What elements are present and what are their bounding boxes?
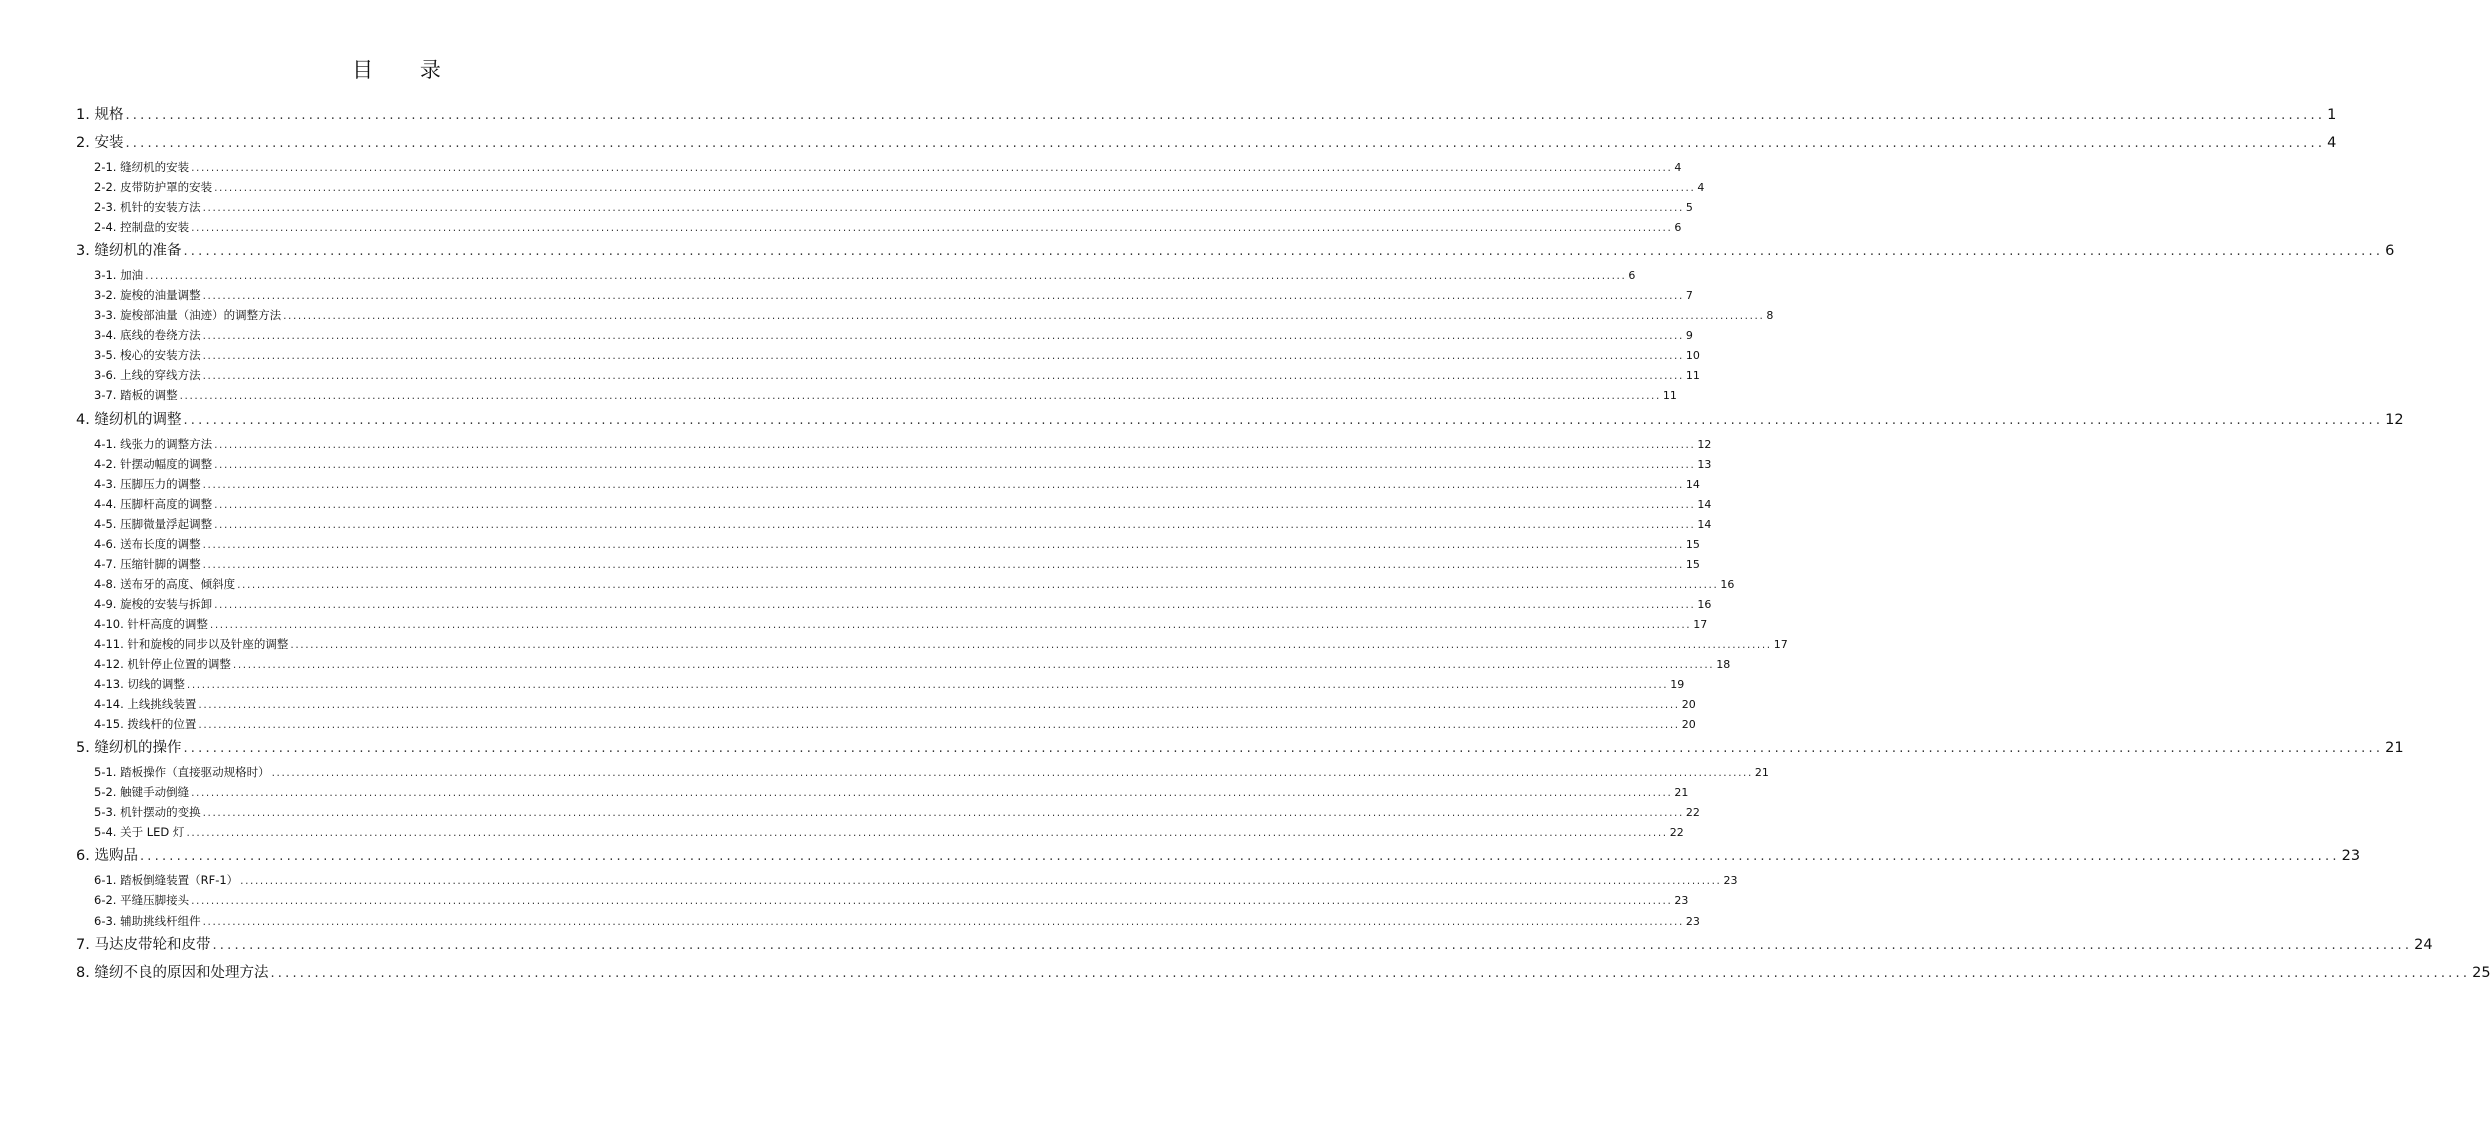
toc-leader-dots: ............................................................................................................................................................................................................................................................................................................	[240, 875, 1722, 888]
toc-entry-label: 3-4. 底线的卷绕方法	[94, 328, 201, 343]
toc-entry-label: 5-4. 关于 LED 灯	[94, 825, 185, 840]
toc-section-entry[interactable]	[94, 614, 1708, 634]
toc-page-number: 17	[1693, 617, 1708, 631]
table-of-contents	[0, 101, 2491, 987]
toc-page-number: 12	[1697, 437, 1712, 451]
toc-leader-dots: ............................................................................................................................................................................................................................................................................................................	[232, 659, 1715, 672]
toc-page-number: 24	[2414, 936, 2433, 953]
toc-section-entry[interactable]	[94, 494, 1712, 514]
toc-entry-label: 3-6. 上线的穿线方法	[94, 368, 201, 383]
toc-leader-dots: ............................................................................................................................................................................................................................................................................................................	[191, 222, 1673, 235]
toc-page-number: 13	[1697, 457, 1712, 471]
toc-entry-label: 3-1. 加油	[94, 268, 144, 283]
toc-chapter-entry[interactable]	[76, 842, 2361, 870]
toc-chapter-entry[interactable]	[76, 101, 2337, 129]
toc-page-number: 7	[1685, 289, 1693, 303]
toc-section-entry[interactable]	[94, 534, 1700, 554]
toc-leader-dots: ............................................................................................................................................................................................................................................................................................................	[202, 330, 1684, 343]
toc-leader-dots: ............................................................................................................................................................................................................................................................................................................	[202, 558, 1684, 571]
toc-entry-label: 5-3. 机针摆动的变换	[94, 805, 201, 820]
toc-page-number: 15	[1685, 537, 1700, 551]
toc-page-number: 16	[1720, 577, 1735, 591]
toc-section-entry[interactable]	[94, 694, 1696, 714]
page-title: 目 录	[352, 58, 461, 82]
toc-entry-label: 2-3. 机针的安装方法	[94, 200, 201, 215]
toc-leader-dots: ............................................................................................................................................................................................................................................................................................................	[202, 290, 1684, 303]
toc-entry-label: 5-1. 踏板操作（直接驱动规格时）	[94, 765, 270, 780]
toc-leader-dots: ............................................................................................................................................................................................................................................................................................................	[183, 244, 2384, 260]
toc-section-entry[interactable]	[94, 714, 1696, 734]
toc-entry-label: 4-3. 压脚压力的调整	[94, 476, 201, 491]
toc-leader-dots: ............................................................................................................................................................................................................................................................................................................	[212, 937, 2413, 953]
toc-leader-dots: ............................................................................................................................................................................................................................................................................................................	[202, 202, 1684, 215]
toc-page-number: 23	[1685, 914, 1700, 928]
toc-leader-dots: ............................................................................................................................................................................................................................................................................................................	[198, 719, 1680, 732]
toc-page-number: 1	[2327, 107, 2337, 123]
toc-page-number: 21	[1754, 766, 1769, 780]
toc-page-number: 6	[1674, 221, 1682, 235]
toc-chapter-entry[interactable]	[76, 959, 2491, 987]
toc-leader-dots: ............................................................................................................................................................................................................................................................................................................	[139, 849, 2340, 865]
toc-page-number: 21	[1674, 786, 1689, 800]
toc-entry-label: 3-5. 梭心的安装方法	[94, 348, 201, 363]
toc-entry-label: 2-2. 皮带防护罩的安装	[94, 180, 213, 195]
toc-entry-label: 2-4. 控制盘的安装	[94, 220, 190, 235]
toc-section-entry[interactable]	[94, 514, 1712, 534]
toc-entry-label: 6-2. 平缝压脚接头	[94, 893, 190, 908]
toc-leader-dots: ............................................................................................................................................................................................................................................................................................................	[202, 350, 1684, 363]
toc-page-number: 25	[2472, 964, 2491, 981]
toc-leader-dots: ............................................................................................................................................................................................................................................................................................................	[283, 310, 1765, 323]
toc-entry-label: 5. 缝纫机的操作	[76, 740, 182, 757]
toc-entry-label: 4-10. 针杆高度的调整	[94, 616, 208, 631]
toc-entry-label: 7. 马达皮带轮和皮带	[76, 936, 211, 953]
toc-entry-label: 2-1. 缝纫机的安装	[94, 160, 190, 174]
toc-entry-label: 4-7. 压缩针脚的调整	[94, 556, 201, 571]
toc-section-entry[interactable]	[94, 434, 1712, 454]
toc-page-number: 14	[1685, 477, 1700, 491]
toc-section-entry[interactable]	[94, 305, 1774, 325]
toc-leader-dots: ............................................................................................................................................................................................................................................................................................................	[270, 965, 2471, 981]
toc-entry-label: 8. 缝纫不良的原因和处理方法	[76, 964, 269, 981]
toc-section-entry[interactable]	[94, 634, 1788, 654]
toc-leader-dots: ............................................................................................................................................................................................................................................................................................................	[214, 438, 1696, 451]
toc-leader-dots: ............................................................................................................................................................................................................................................................................................................	[191, 895, 1673, 908]
toc-leader-dots: ............................................................................................................................................................................................................................................................................................................	[271, 767, 1753, 780]
toc-entry-label: 4-8. 送布牙的高度、倾斜度	[94, 576, 236, 591]
toc-entry-label: 6-3. 辅助挑线杆组件	[94, 913, 201, 928]
toc-entry-label: 2. 安装	[76, 135, 124, 151]
toc-leader-dots: ............................................................................................................................................................................................................................................................................................................	[198, 699, 1680, 712]
toc-leader-dots: ............................................................................................................................................................................................................................................................................................................	[183, 741, 2384, 757]
toc-leader-dots: ............................................................................................................................................................................................................................................................................................................	[202, 807, 1684, 820]
toc-page-number: 6	[2385, 243, 2395, 260]
toc-section-entry[interactable]	[94, 911, 1700, 931]
toc-chapter-entry[interactable]	[76, 237, 2395, 265]
toc-page-number: 4	[1674, 161, 1682, 174]
toc-entry-label: 4-6. 送布长度的调整	[94, 536, 201, 551]
toc-page-number: 22	[1685, 806, 1700, 820]
toc-section-entry[interactable]	[94, 217, 1682, 237]
toc-leader-dots: ............................................................................................................................................................................................................................................................................................................	[202, 538, 1684, 551]
toc-section-entry[interactable]	[94, 822, 1684, 842]
toc-entry-label: 6-1. 踏板倒缝装置（RF-1）	[94, 873, 239, 888]
toc-entry-label: 4-5. 压脚微量浮起调整	[94, 516, 213, 531]
toc-leader-dots: ............................................................................................................................................................................................................................................................................................................	[202, 478, 1684, 491]
toc-page-number: 23	[1723, 874, 1738, 888]
toc-entry-label: 4-15. 拨线杆的位置	[94, 717, 197, 732]
toc-entry-label: 4-9. 旋梭的安装与拆卸	[94, 596, 213, 611]
toc-page-number: 18	[1716, 658, 1731, 672]
toc-leader-dots: ............................................................................................................................................................................................................................................................................................................	[202, 915, 1684, 928]
toc-page-number: 8	[1766, 309, 1774, 323]
toc-page-number: 21	[2385, 740, 2404, 757]
toc-entry-label: 3-3. 旋梭部油量（油迹）的调整方法	[94, 308, 282, 323]
toc-leader-dots: ............................................................................................................................................................................................................................................................................................................	[145, 270, 1627, 283]
toc-page-number: 22	[1669, 826, 1684, 840]
toc-leader-dots: ............................................................................................................................................................................................................................................................................................................	[179, 390, 1661, 403]
toc-entry-label: 3. 缝纫机的准备	[76, 243, 182, 260]
toc-entry-label: 4-4. 压脚杆高度的调整	[94, 496, 213, 511]
toc-leader-dots: ............................................................................................................................................................................................................................................................................................................	[186, 679, 1669, 692]
toc-page-number: 20	[1681, 698, 1696, 712]
toc-page-number: 5	[1685, 201, 1693, 215]
toc-entry-label: 4-14. 上线挑线装置	[94, 697, 197, 712]
toc-entry-label: 4-13. 切线的调整	[94, 677, 185, 692]
toc-leader-dots: ............................................................................................................................................................................................................................................................................................................	[214, 498, 1696, 511]
toc-chapter-entry[interactable]	[76, 406, 2404, 434]
toc-leader-dots: ............................................................................................................................................................................................................................................................................................................	[209, 618, 1692, 631]
toc-entry-label: 1. 规格	[76, 107, 124, 123]
toc-entry-label: 6. 选购品	[76, 848, 138, 865]
toc-leader-dots: ............................................................................................................................................................................................................................................................................................................	[214, 518, 1696, 531]
toc-section-entry[interactable]	[94, 674, 1685, 694]
toc-leader-dots: ............................................................................................................................................................................................................................................................................................................	[214, 598, 1696, 611]
toc-leader-dots: ............................................................................................................................................................................................................................................................................................................	[237, 578, 1719, 591]
toc-section-entry[interactable]	[94, 574, 1735, 594]
toc-page-number: 20	[1681, 718, 1696, 732]
toc-entry-label: 4-1. 线张力的调整方法	[94, 436, 213, 451]
toc-leader-dots: ............................................................................................................................................................................................................................................................................................................	[191, 162, 1673, 174]
toc-leader-dots: ............................................................................................................................................................................................................................................................................................................	[214, 458, 1696, 471]
toc-entry-label: 3-7. 踏板的调整	[94, 388, 178, 403]
toc-leader-dots: ............................................................................................................................................................................................................................................................................................................	[125, 108, 2326, 123]
toc-entry-label: 4-12. 机针停止位置的调整	[94, 657, 231, 672]
toc-leader-dots: ............................................................................................................................................................................................................................................................................................................	[202, 370, 1684, 383]
toc-leader-dots: ............................................................................................................................................................................................................................................................................................................	[183, 412, 2384, 428]
toc-leader-dots: ............................................................................................................................................................................................................................................................................................................	[290, 638, 1772, 651]
toc-section-entry[interactable]	[94, 265, 1636, 285]
toc-section-entry[interactable]	[94, 594, 1712, 614]
toc-section-entry[interactable]	[94, 890, 1689, 910]
toc-leader-dots: ............................................................................................................................................................................................................................................................................................................	[186, 827, 1668, 840]
toc-section-entry[interactable]	[94, 762, 1769, 782]
toc-page-number: 23	[2341, 848, 2361, 865]
toc-section-entry[interactable]	[94, 197, 1693, 217]
toc-page-number: 11	[1685, 369, 1700, 383]
toc-entry-label: 4. 缝纫机的调整	[76, 411, 182, 428]
toc-entry-label: 3-2. 旋梭的油量调整	[94, 288, 201, 303]
toc-entry-label: 4-2. 针摆动幅度的调整	[94, 456, 213, 471]
toc-page-number: 4	[1697, 181, 1705, 195]
toc-page-number: 14	[1697, 517, 1712, 531]
toc-section-entry[interactable]	[94, 802, 1700, 822]
toc-page-number: 10	[1685, 349, 1700, 363]
toc-section-entry[interactable]	[94, 385, 1677, 405]
toc-section-entry[interactable]	[94, 782, 1689, 802]
toc-chapter-entry[interactable]	[76, 129, 2337, 157]
toc-section-entry[interactable]	[94, 554, 1700, 574]
toc-page-number: 14	[1697, 497, 1712, 511]
toc-chapter-entry[interactable]	[76, 734, 2404, 762]
toc-leader-dots: ............................................................................................................................................................................................................................................................................................................	[214, 182, 1696, 195]
toc-section-entry[interactable]	[94, 285, 1693, 305]
toc-section-entry[interactable]	[94, 177, 1705, 197]
toc-chapter-entry[interactable]	[76, 931, 2433, 959]
toc-page-number: 12	[2385, 411, 2404, 428]
toc-section-entry[interactable]	[94, 345, 1700, 365]
toc-page-number: 16	[1697, 597, 1712, 611]
toc-page-number: 23	[1674, 894, 1689, 908]
toc-leader-dots: ............................................................................................................................................................................................................................................................................................................	[125, 136, 2326, 151]
toc-page-number: 15	[1685, 557, 1700, 571]
toc-section-entry[interactable]	[94, 325, 1693, 345]
toc-page-number: 4	[2327, 135, 2337, 151]
toc-page-number: 6	[1628, 269, 1636, 283]
toc-page-number: 17	[1773, 637, 1788, 651]
toc-entry-label: 4-11. 针和旋梭的同步以及针座的调整	[94, 636, 289, 651]
toc-page-number: 11	[1662, 389, 1677, 403]
toc-leader-dots: ............................................................................................................................................................................................................................................................................................................	[191, 787, 1673, 800]
toc-section-entry[interactable]	[94, 365, 1700, 385]
toc-section-entry[interactable]	[94, 870, 1738, 890]
toc-section-entry[interactable]	[94, 454, 1712, 474]
toc-entry-label: 5-2. 触键手动倒缝	[94, 785, 190, 800]
toc-section-entry[interactable]	[94, 157, 1682, 177]
toc-section-entry[interactable]	[94, 474, 1700, 494]
toc-page-number: 19	[1670, 678, 1685, 692]
toc-page-number: 9	[1685, 329, 1693, 343]
toc-section-entry[interactable]	[94, 654, 1731, 674]
